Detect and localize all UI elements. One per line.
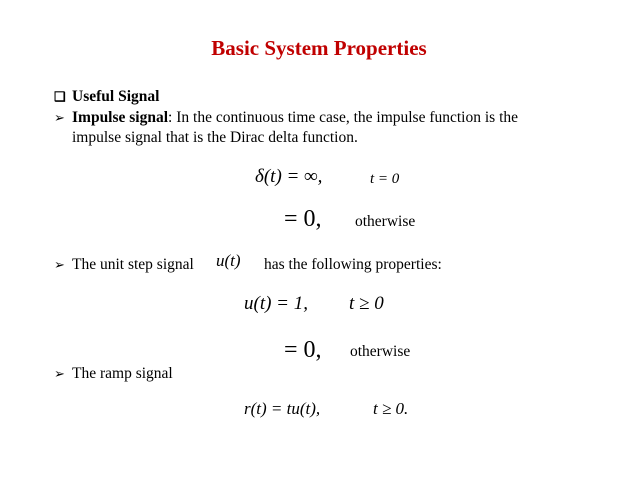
impulse-equation-lhs: δ(t) = ∞, — [255, 166, 323, 187]
impulse-term: Impulse signal — [72, 109, 169, 126]
arrow-bullet-icon: ➢ — [54, 366, 65, 381]
unit-step-equation-condition: t ≥ 0 — [349, 293, 384, 314]
ramp-text: The ramp signal — [72, 365, 173, 382]
impulse-equation-otherwise-label: otherwise — [355, 213, 416, 230]
ramp-equation-condition: t ≥ 0. — [373, 399, 409, 418]
unit-step-bullet — [54, 255, 194, 275]
section-useful-signal — [54, 87, 159, 107]
unit-step-equation-otherwise-value: = 0, — [284, 337, 322, 363]
unit-step-equation-lhs: u(t) = 1, — [244, 293, 309, 314]
unit-step-text-after: has the following properties: — [264, 256, 442, 273]
section-heading: Useful Signal — [72, 88, 160, 105]
checkbox-bullet-icon: ❑ — [54, 89, 66, 104]
arrow-bullet-icon: ➢ — [54, 110, 65, 125]
unit-step-symbol: u(t) — [216, 251, 241, 270]
arrow-bullet-icon: ➢ — [54, 257, 65, 272]
impulse-equation-otherwise-value: = 0, — [284, 206, 322, 232]
ramp-equation-lhs: r(t) = tu(t), — [244, 399, 321, 418]
impulse-equation-condition: t = 0 — [370, 171, 400, 187]
unit-step-equation-otherwise-label: otherwise — [350, 343, 411, 360]
impulse-line2: impulse signal that is the Dirac delta function. — [72, 129, 358, 146]
impulse-line1: : In the continuous time case, the impulse function is the — [168, 109, 519, 126]
ramp-bullet — [54, 364, 173, 384]
slide-title: Basic System Properties — [211, 36, 427, 60]
impulse-bullet-line1 — [54, 108, 518, 128]
unit-step-text-before: The unit step signal — [72, 256, 194, 273]
